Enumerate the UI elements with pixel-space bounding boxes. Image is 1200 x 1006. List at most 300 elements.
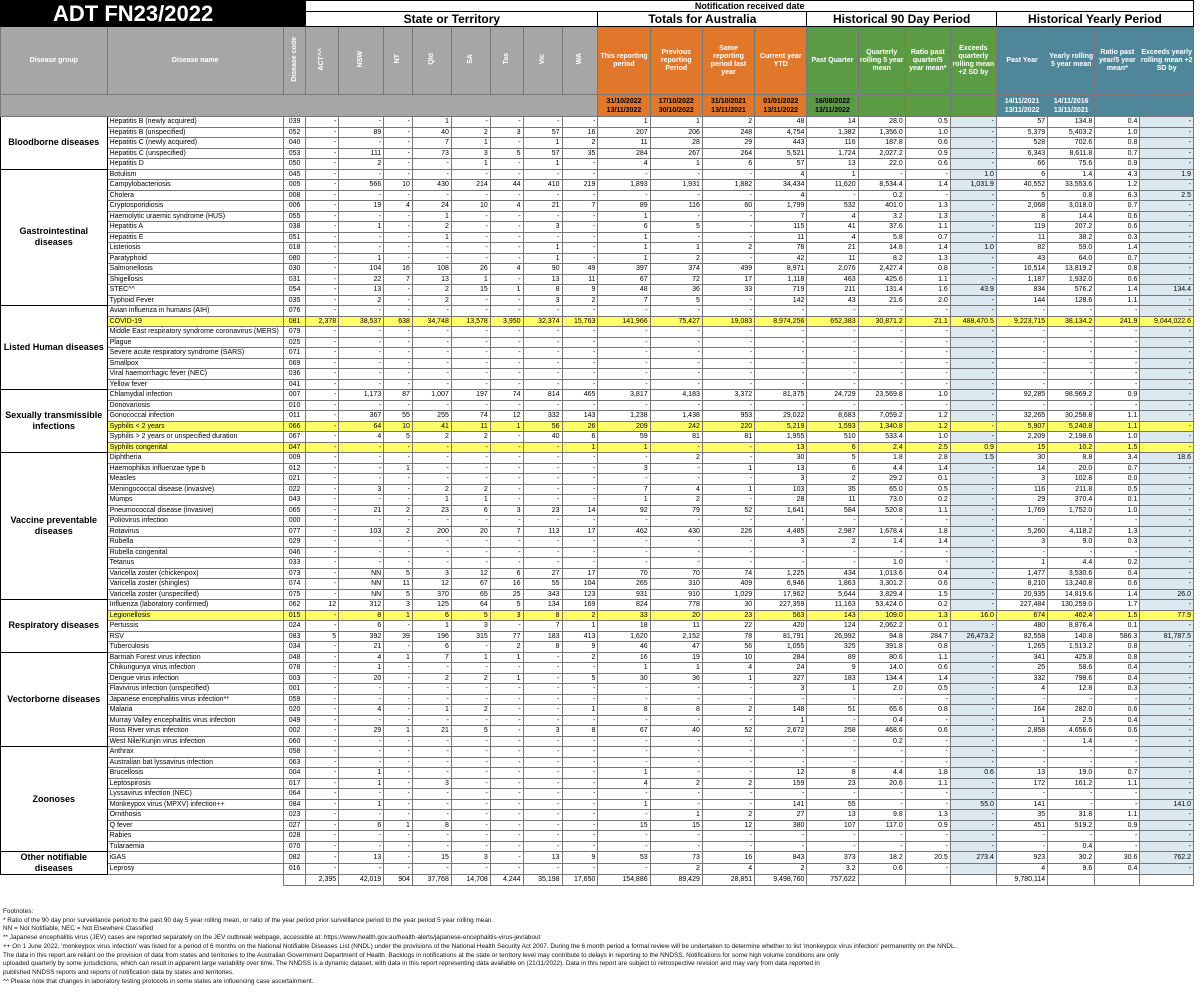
data-cell: - [412, 537, 451, 548]
data-cell: 20 [650, 610, 702, 621]
data-cell: 1 [412, 705, 451, 716]
disease-code: 036 [283, 369, 306, 380]
data-cell: - [523, 169, 562, 180]
data-cell: - [339, 358, 384, 369]
exceeds-cell: - [1140, 264, 1194, 275]
disease-code: 009 [283, 453, 306, 464]
data-cell: - [1095, 369, 1140, 380]
data-cell: 92,285 [996, 390, 1047, 401]
data-cell: 8,534.4 [858, 180, 905, 191]
data-cell: - [807, 757, 858, 768]
data-cell: 183 [807, 673, 858, 684]
data-cell: 21 [412, 726, 451, 737]
data-cell: 1 [562, 621, 598, 632]
data-cell: 104 [339, 264, 384, 275]
data-cell: - [807, 358, 858, 369]
totals-date-range: 31/10/2021 13/11/2021 [702, 95, 754, 117]
data-cell: 9 [807, 663, 858, 674]
data-cell: 13 [755, 442, 807, 453]
data-cell: - [562, 474, 598, 485]
data-cell: - [523, 348, 562, 359]
data-cell: 284 [755, 652, 807, 663]
data-cell: - [412, 547, 451, 558]
data-cell: 1,438 [650, 411, 702, 422]
data-cell: - [562, 757, 598, 768]
exceeds-cell: - [1140, 232, 1194, 243]
data-cell: 5 [562, 673, 598, 684]
data-cell: - [339, 474, 384, 485]
exceeds-cell: - [1140, 820, 1194, 831]
data-cell: - [807, 369, 858, 380]
data-cell: - [384, 190, 413, 201]
data-cell: 0.5 [905, 117, 950, 128]
data-cell: 255 [412, 411, 451, 422]
data-cell: 0.9 [1095, 820, 1140, 831]
data-cell: 1 [702, 673, 754, 684]
data-cell: - [490, 369, 523, 380]
data-cell: 2.5 [905, 442, 950, 453]
data-cell: 12 [412, 579, 451, 590]
total-cell [1140, 875, 1194, 886]
data-cell: 25 [996, 663, 1047, 674]
data-cell: 0.9 [1095, 159, 1140, 170]
data-cell: 24 [412, 201, 451, 212]
data-cell: 5 [384, 432, 413, 443]
data-cell: 4.4 [858, 768, 905, 779]
data-cell: - [650, 327, 702, 338]
data-cell: - [306, 474, 339, 485]
data-cell: - [1048, 547, 1095, 558]
table-row [1, 715, 1194, 726]
exceeds-cell: 488,470.5 [950, 316, 996, 327]
data-cell: 267 [650, 148, 702, 159]
group-header-hist90: Historical 90 Day Period [807, 12, 997, 27]
data-cell: - [451, 684, 490, 695]
data-cell: - [451, 789, 490, 800]
data-cell: 200 [412, 526, 451, 537]
disease-code: 023 [283, 810, 306, 821]
data-cell: 0.0 [1095, 474, 1140, 485]
data-cell: - [384, 474, 413, 485]
data-cell: 46 [598, 642, 650, 653]
data-cell: 22 [339, 274, 384, 285]
data-cell: - [490, 768, 523, 779]
disease-code: 038 [283, 222, 306, 233]
data-cell: - [562, 684, 598, 695]
data-cell: 462 [598, 526, 650, 537]
data-cell: 2 [451, 673, 490, 684]
data-cell: - [523, 495, 562, 506]
data-cell: - [339, 117, 384, 128]
data-cell: 2 [384, 526, 413, 537]
exceeds-cell: - [1140, 558, 1194, 569]
data-cell: 674 [996, 610, 1047, 621]
data-cell: 265 [598, 579, 650, 590]
data-cell: - [562, 159, 598, 170]
data-cell: - [384, 232, 413, 243]
data-cell: 3.4 [1095, 453, 1140, 464]
data-cell: - [339, 327, 384, 338]
data-cell: 116 [650, 201, 702, 212]
data-cell: 9 [562, 852, 598, 864]
data-cell: - [755, 516, 807, 527]
data-cell: 0.2 [858, 190, 905, 201]
data-cell: 7,059.2 [858, 411, 905, 422]
data-cell: - [490, 400, 523, 411]
data-cell: 834 [996, 285, 1047, 296]
data-cell: 824 [598, 600, 650, 611]
data-cell: 2 [650, 778, 702, 789]
data-cell: - [412, 863, 451, 875]
data-cell: - [702, 684, 754, 695]
data-cell: 30 [598, 673, 650, 684]
data-cell: - [807, 306, 858, 317]
exceeds-cell: - [1140, 863, 1194, 875]
disease-name: Hepatitis E [107, 232, 283, 243]
data-cell: - [490, 820, 523, 831]
data-cell: 2 [562, 295, 598, 306]
data-cell: 3 [412, 778, 451, 789]
data-cell: 141,966 [598, 316, 650, 327]
data-cell: - [412, 453, 451, 464]
data-cell: 2 [702, 117, 754, 128]
data-cell: - [650, 306, 702, 317]
data-cell: 425.6 [858, 274, 905, 285]
data-cell: - [451, 820, 490, 831]
exceeds-cell: - [1140, 663, 1194, 674]
data-cell: - [598, 863, 650, 875]
data-cell: - [339, 337, 384, 348]
data-cell: - [384, 694, 413, 705]
data-cell: 13 [339, 285, 384, 296]
data-cell: 206 [650, 127, 702, 138]
data-cell: - [306, 610, 339, 621]
data-cell: - [306, 442, 339, 453]
data-cell: 0.8 [905, 264, 950, 275]
data-cell: - [598, 736, 650, 747]
data-cell: 843 [755, 852, 807, 864]
data-cell: 401.0 [858, 201, 905, 212]
table-row [1, 474, 1194, 485]
data-cell: 0.4 [905, 568, 950, 579]
disease-code: 033 [283, 558, 306, 569]
data-cell: - [451, 799, 490, 810]
data-cell: - [490, 337, 523, 348]
data-cell: 332 [523, 411, 562, 422]
data-cell: 1.1 [1095, 421, 1140, 432]
data-cell: - [523, 190, 562, 201]
data-cell: 3,301.2 [858, 579, 905, 590]
data-cell: - [523, 715, 562, 726]
data-cell: 5,521 [755, 148, 807, 159]
data-cell: - [306, 663, 339, 674]
data-cell: 1,641 [755, 505, 807, 516]
data-cell: - [384, 117, 413, 128]
exceeds-cell: - [950, 264, 996, 275]
col-state-label: WA [575, 53, 583, 65]
data-cell: - [306, 274, 339, 285]
data-cell: - [996, 358, 1047, 369]
data-cell: 29,022 [755, 411, 807, 422]
data-cell: 1.2 [1095, 180, 1140, 191]
disease-group-label: Vectorborne diseases [1, 652, 108, 747]
data-cell: 0.9 [905, 820, 950, 831]
data-cell: 67 [451, 579, 490, 590]
data-cell: 16 [490, 579, 523, 590]
disease-name: Flavivirus infection (unspecified) [107, 684, 283, 695]
data-cell: 2 [562, 652, 598, 663]
data-cell: 248 [702, 127, 754, 138]
data-cell: - [650, 211, 702, 222]
data-cell: - [412, 516, 451, 527]
disease-name: Smallpox [107, 358, 283, 369]
data-cell: - [523, 537, 562, 548]
data-cell: 11 [755, 232, 807, 243]
disease-name: Murray Valley encephalitis virus infection [107, 715, 283, 726]
data-cell: 11,620 [807, 180, 858, 191]
exceeds-cell: - [1140, 337, 1194, 348]
data-cell: - [339, 169, 384, 180]
data-cell: - [702, 516, 754, 527]
data-cell: - [490, 715, 523, 726]
data-cell: 4,118.2 [1048, 526, 1095, 537]
data-cell: 1 [384, 463, 413, 474]
disease-name: Tetanus [107, 558, 283, 569]
exceeds-cell: - [1140, 484, 1194, 495]
table-row [1, 390, 1194, 401]
data-cell: 207.2 [1048, 222, 1095, 233]
data-cell: 327 [755, 673, 807, 684]
data-cell: 2 [451, 705, 490, 716]
data-cell: - [306, 232, 339, 243]
data-cell: 226 [702, 526, 754, 537]
data-cell: 1 [650, 159, 702, 170]
disease-name: Ross River virus infection [107, 726, 283, 737]
data-cell: 5 [451, 726, 490, 737]
data-cell: 5 [490, 600, 523, 611]
data-cell: - [412, 190, 451, 201]
data-cell: 1.4 [905, 180, 950, 191]
data-cell: 1.4 [905, 673, 950, 684]
data-cell: - [339, 211, 384, 222]
data-cell: 1,118 [755, 274, 807, 285]
disease-name: West Nile/Kunjin virus infection [107, 736, 283, 747]
data-cell: 1.3 [905, 810, 950, 821]
data-cell: - [1095, 831, 1140, 842]
data-cell: - [702, 453, 754, 464]
disease-code: 008 [283, 190, 306, 201]
data-cell: 1,225 [755, 568, 807, 579]
data-cell: - [384, 705, 413, 716]
data-cell: 5 [807, 453, 858, 464]
data-cell: 17 [562, 568, 598, 579]
data-cell: 499 [702, 264, 754, 275]
exceeds-cell: - [1140, 673, 1194, 684]
data-cell: - [807, 747, 858, 758]
data-cell: - [755, 400, 807, 411]
data-cell: - [523, 400, 562, 411]
data-cell: - [858, 516, 905, 527]
data-cell: 1.4 [905, 537, 950, 548]
exceeds-cell: - [950, 694, 996, 705]
data-cell: - [384, 537, 413, 548]
disease-name: Cholera [107, 190, 283, 201]
table-row [1, 232, 1194, 243]
data-cell: 4 [702, 663, 754, 674]
data-cell: 9.0 [1048, 537, 1095, 548]
disease-code: 016 [283, 863, 306, 875]
data-cell: 67 [598, 726, 650, 737]
data-cell: - [306, 621, 339, 632]
exceeds-cell: - [950, 547, 996, 558]
totals-row [1, 875, 1194, 886]
data-cell: 1.7 [1095, 600, 1140, 611]
data-cell: - [523, 463, 562, 474]
table-row [1, 547, 1194, 558]
data-cell: 19,083 [702, 316, 754, 327]
data-cell: - [523, 232, 562, 243]
data-cell: - [755, 558, 807, 569]
data-cell: - [562, 736, 598, 747]
data-cell: - [702, 400, 754, 411]
data-cell: - [451, 232, 490, 243]
data-cell: - [650, 348, 702, 359]
table-row [1, 285, 1194, 296]
data-cell: 33,553.6 [1048, 180, 1095, 191]
group-header-histyr: Historical Yearly Period [996, 12, 1193, 27]
disease-code: 025 [283, 337, 306, 348]
data-cell: - [306, 589, 339, 600]
data-cell: - [339, 232, 384, 243]
exceeds-cell: - [950, 117, 996, 128]
data-cell: 21.6 [858, 295, 905, 306]
data-cell: - [384, 348, 413, 359]
exceeds-cell: - [950, 747, 996, 758]
data-cell: 0.3 [1095, 232, 1140, 243]
data-cell: - [490, 789, 523, 800]
data-cell: 187.8 [858, 138, 905, 149]
data-cell: - [523, 117, 562, 128]
data-cell: - [1095, 358, 1140, 369]
data-cell: - [650, 190, 702, 201]
footnote-line: Footnotes: [3, 908, 34, 915]
data-cell: - [451, 253, 490, 264]
col-state [306, 27, 339, 95]
data-cell: - [858, 747, 905, 758]
data-cell: - [905, 516, 950, 527]
data-cell: - [306, 526, 339, 537]
disease-code: 011 [283, 411, 306, 422]
data-cell: - [858, 841, 905, 852]
data-cell: 53 [598, 852, 650, 864]
col-state [451, 27, 490, 95]
exceeds-cell: - [1140, 201, 1194, 212]
data-cell: 4,485 [755, 526, 807, 537]
exceeds-cell: - [1140, 432, 1194, 443]
total-cell: 14,708 [451, 875, 490, 886]
data-cell: 702.6 [1048, 138, 1095, 149]
data-cell: 4 [807, 211, 858, 222]
disease-name: Malaria [107, 705, 283, 716]
data-cell: - [306, 715, 339, 726]
data-cell: - [339, 138, 384, 149]
disease-name: Botulism [107, 169, 283, 180]
data-cell: 8 [650, 705, 702, 716]
data-cell: - [702, 253, 754, 264]
data-cell: - [807, 190, 858, 201]
data-cell: 6.3 [1095, 190, 1140, 201]
data-cell: 410 [523, 180, 562, 191]
data-cell: 0.7 [1095, 768, 1140, 779]
data-cell: 1 [451, 138, 490, 149]
data-cell: - [339, 306, 384, 317]
data-cell: - [523, 453, 562, 464]
group-header-totals: Totals for Australia [598, 12, 807, 27]
data-cell: 4 [598, 778, 650, 789]
table-row [1, 316, 1194, 327]
data-cell: - [650, 169, 702, 180]
exceeds-cell: - [950, 390, 996, 401]
data-cell: 0.8 [1048, 190, 1095, 201]
data-cell: 89 [807, 652, 858, 663]
disease-code: 028 [283, 831, 306, 842]
data-cell: - [598, 831, 650, 842]
data-cell: - [755, 358, 807, 369]
data-cell: - [650, 789, 702, 800]
disease-name: Mumps [107, 495, 283, 506]
data-cell: 2 [339, 295, 384, 306]
data-cell: - [807, 348, 858, 359]
data-cell: 13 [523, 274, 562, 285]
data-cell: 4 [598, 159, 650, 170]
data-cell: 0.4 [858, 715, 905, 726]
data-cell: - [807, 789, 858, 800]
data-cell: - [702, 211, 754, 222]
data-cell: 0.5 [905, 684, 950, 695]
disease-code: 052 [283, 127, 306, 138]
data-cell: 3,372 [702, 390, 754, 401]
data-cell: - [339, 453, 384, 464]
disease-name: Dengue virus infection [107, 673, 283, 684]
data-cell: 8,210 [996, 579, 1047, 590]
total-cell: 904 [384, 875, 413, 886]
data-cell: - [490, 516, 523, 527]
data-cell: - [306, 369, 339, 380]
data-cell: - [996, 757, 1047, 768]
data-cell: 19 [650, 652, 702, 663]
table-row [1, 484, 1194, 495]
data-cell: - [451, 778, 490, 789]
data-cell: - [306, 831, 339, 842]
total-cell [950, 875, 996, 886]
data-cell: 38.2 [1048, 232, 1095, 243]
data-cell: 910 [650, 589, 702, 600]
data-cell: 70 [650, 568, 702, 579]
data-cell: 7 [598, 295, 650, 306]
data-cell: 65.6 [858, 705, 905, 716]
data-cell: - [339, 516, 384, 527]
disease-name: Cryptosporidiosis [107, 201, 283, 212]
col-histyr: Yearly rolling 5 year mean [1048, 27, 1095, 95]
data-cell: 3,950 [490, 316, 523, 327]
disease-name: Measles [107, 474, 283, 485]
data-cell: - [384, 831, 413, 842]
data-cell: 0.1 [905, 474, 950, 485]
data-cell: - [306, 537, 339, 548]
disease-code: 060 [283, 736, 306, 747]
data-cell: - [650, 841, 702, 852]
data-cell: 1,238 [598, 411, 650, 422]
